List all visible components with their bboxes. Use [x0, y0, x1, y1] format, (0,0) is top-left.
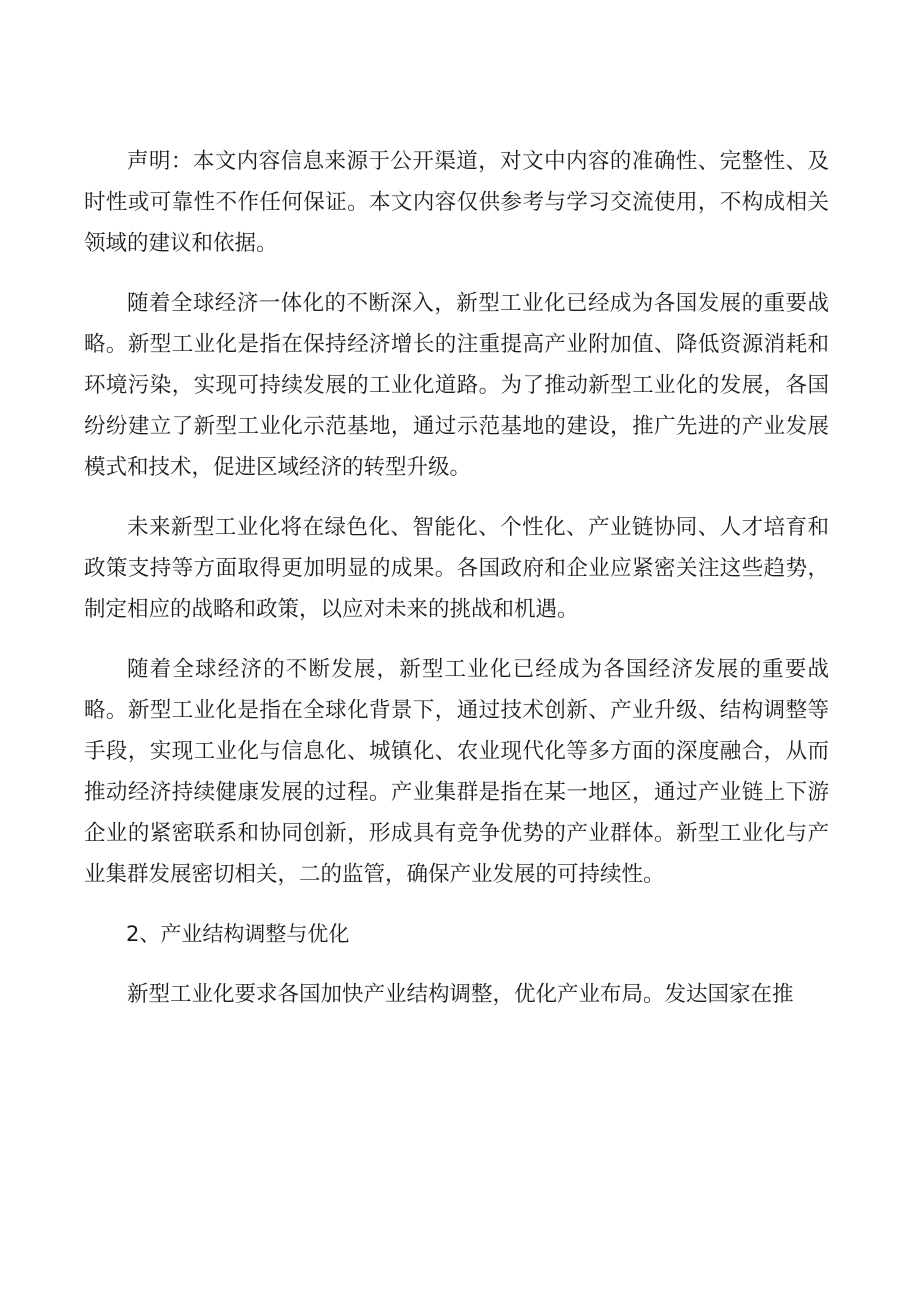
body-paragraph: 随着全球经济的不断发展，新型工业化已经成为各国经济发展的重要战略。新型工业化是指在全球化背景下，通过技术创新、产业升级、结构调整等手段，实现工业化与信息化、城镇化、农业现代化等多方面的深度融合，从而推动经济持续健康发展的过程。产业集群是指在某一地区，通过产业链上下游企业的紧密联系和协同创新，形成具有竞争优势的产业群体。新型工业化与产业集群发展密切相关，二的监管，确保产业发展的可持续性。	[84, 657, 829, 887]
disclaimer-paragraph: 声明：本文内容信息来源于公开渠道，对文中内容的准确性、完整性、及时性或可靠性不作任何保证。本文内容仅供参考与学习交流使用，不构成相关领域的建议和依据。	[84, 149, 829, 256]
body-paragraph: 随着全球经济一体化的不断深入，新型工业化已经成为各国发展的重要战略。新型工业化是指在保持经济增长的注重提高产业附加值、降低资源消耗和环境污染，实现可持续发展的工业化道路。为了推动新型工业化的发展，各国纷纷建立了新型工业化示范基地，通过示范基地的建设，推广先进的产业发展模式和技术，促进区域经济的转型升级。	[84, 291, 829, 480]
document-body	[84, 141, 829, 1034]
section-heading: 2、产业结构调整与优化	[126, 922, 350, 946]
body-paragraph: 未来新型工业化将在绿色化、智能化、个性化、产业链协同、人才培育和政策支持等方面取得更加明显的成果。各国政府和企业应紧密关注这些趋势，制定相应的战略和政策，以应对未来的挑战和机遇。	[84, 515, 829, 622]
body-paragraph: 新型工业化要求各国加快产业结构调整，优化产业布局。发达国家在推	[127, 982, 794, 1007]
